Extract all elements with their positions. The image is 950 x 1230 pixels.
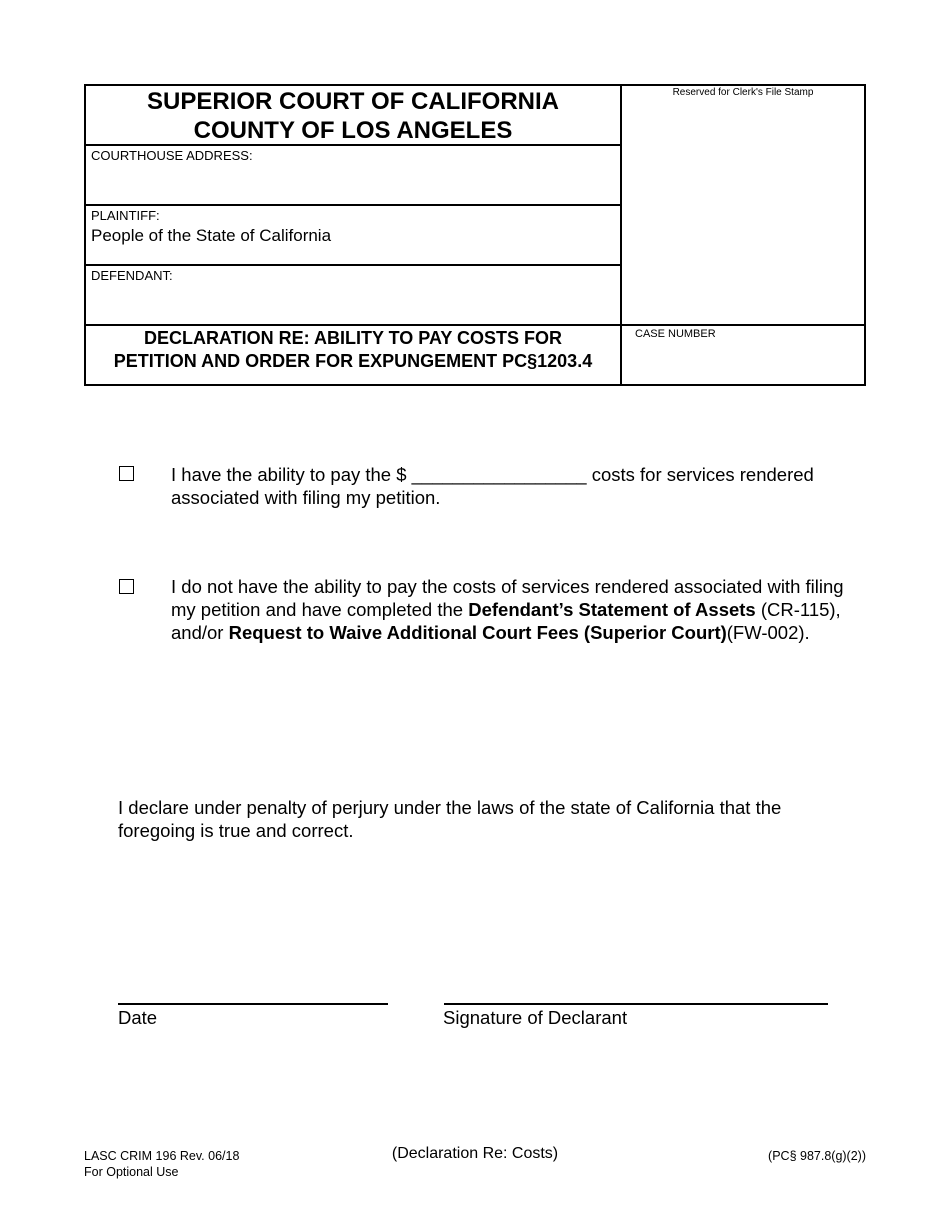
inability-to-pay-line3 [171,621,871,644]
footer-center-title: (Declaration Re: Costs) [391,1145,559,1162]
court-name-line1: SUPERIOR COURT OF CALIFORNIA [147,88,559,115]
courthouse-address-field[interactable] [91,168,611,198]
courthouse-address-label: COURTHOUSE ADDRESS: [91,148,253,163]
ability-to-pay-prefix: I have the ability to pay the $ [171,464,412,485]
document-title [86,327,620,373]
footer-statute-reference: (PC§ 987.8(g)(2)) [768,1149,866,1163]
footer-form-info [84,1148,239,1180]
inability-line3-suffix: (FW-002). [726,622,810,643]
inability-line3-prefix: and/or [171,622,229,643]
form-id: LASC CRIM 196 Rev. 06/18 [84,1149,240,1163]
date-line[interactable] [118,1003,388,1005]
clerk-stamp-label: Reserved for Clerk's File Stamp [672,87,814,98]
inability-line2-suffix: (CR-115), [755,599,841,620]
perjury-declaration-line2: foregoing is true and correct. [118,820,354,841]
document-title-line1: DECLARATION RE: ABILITY TO PAY COSTS FOR [143,328,563,348]
perjury-declaration [118,796,858,842]
optional-use-note: For Optional Use [84,1165,179,1179]
date-label: Date [118,1007,158,1028]
defendant-field[interactable] [91,288,611,318]
case-number-label: CASE NUMBER [635,328,716,340]
plaintiff-label: PLAINTIFF: [91,208,160,223]
plaintiff-field[interactable]: People of the State of California [91,226,332,245]
clerk-stamp-area [624,104,862,322]
inability-to-pay-line1: I do not have the ability to pay the costs of services rendered associated with filing [171,576,844,597]
fee-waiver-form: Request to Waive Additional Court Fees (Superior Court) [228,622,727,643]
ability-to-pay-checkbox[interactable] [119,466,134,481]
signature-line[interactable] [444,1003,828,1005]
amount-blank[interactable]: _________________ [411,464,587,485]
case-number-field[interactable] [635,348,860,378]
ability-to-pay-text [171,463,871,509]
court-name-line2: COUNTY OF LOS ANGELES [193,117,513,144]
ability-to-pay-suffix: costs for services rendered [586,464,814,485]
inability-to-pay-checkbox[interactable] [119,579,134,594]
document-title-line2: PETITION AND ORDER FOR EXPUNGEMENT PC§1203.4 [113,351,593,371]
inability-line2-prefix: my petition and have completed the [171,599,469,620]
ability-to-pay-line2: associated with filing my petition. [171,487,441,508]
court-name [86,87,620,145]
statement-of-assets-form: Defendant’s Statement of Assets [468,599,756,620]
signature-label: Signature of Declarant [443,1007,628,1028]
inability-to-pay-text [171,575,871,644]
ability-to-pay-line1 [171,463,871,486]
perjury-declaration-line1: I declare under penalty of perjury under the laws of the state of California that the [118,797,782,818]
defendant-label: DEFENDANT: [91,268,173,283]
inability-to-pay-line2 [171,598,871,621]
